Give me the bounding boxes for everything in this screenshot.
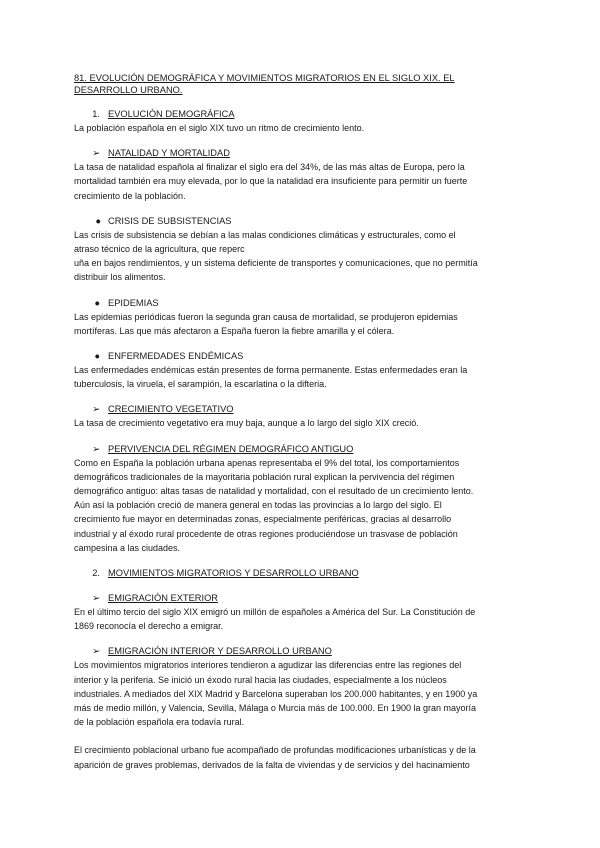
arrow-bullet-icon: ➢ [92, 593, 100, 604]
paragraph-line: tuberculosis, la viruela, el sarampión, la escarlatina o la difteria. [74, 379, 327, 390]
paragraph-line: industrial y al éxodo rural procedente de otras regiones produciéndose un trasvase de población [74, 528, 458, 539]
subheading-pervivencia [74, 443, 524, 456]
paragraph-line: más de medio millón, y Valencia, Sevilla, Málaga o Murcia más de 100.000. En 1900 la gran mayoría [74, 703, 477, 714]
section-1-title: EVOLUCIÓN DEMOGRÁFICA [108, 109, 235, 119]
paragraph-line: demográfico antiguo: altas tasas de natalidad y mortalidad, con el resultado de un crecimiento lento. [74, 486, 474, 497]
paragraph-line: Las crisis de subsistencia se debían a las malas condiciones climáticas y estructurales, como el [74, 229, 456, 240]
subheading-pervivencia-title: PERVIVENCIA DEL RÉGIMEN DEMOGRÁFICO ANTIGUO [108, 443, 354, 454]
paragraph-line: La tasa de natalidad española al finalizar el siglo era del 34%, de las más altas de Europa, pero la [74, 162, 465, 173]
paragraph-line: uña en bajos rendimientos, y un sistema deficiente de transportes y comunicaciones, que no permitía [74, 258, 478, 269]
subheading-epidemias [74, 297, 524, 310]
section-1-heading [74, 108, 524, 121]
section-2-heading [74, 567, 524, 580]
bullet-icon: ● [94, 297, 100, 308]
arrow-bullet-icon: ➢ [92, 443, 100, 454]
paragraph-line: mortíferas. Las que más afectaron a España fueron la fiebre amarilla y el cólera. [74, 325, 395, 336]
paragraph-line: Los movimientos migratorios interiores tendieron a agudizar las diferencias entre las regiones del [74, 660, 462, 671]
subheading-exterior [74, 592, 524, 605]
section-2-title: MOVIMIENTOS MIGRATORIOS Y DESARROLLO URBANO [108, 568, 359, 579]
title-line-1: 81. EVOLUCIÓN DEMOGRÁFICA Y MOVIMIENTOS MIGRATORIOS EN EL SIGLO XIX. EL [74, 73, 455, 83]
paragraph-line: La población española en el siglo XIX tuvo un ritmo de crecimiento lento. [74, 123, 365, 133]
paragraph-line: campesina a las ciudades. [74, 542, 181, 553]
subheading-interior [74, 645, 524, 658]
paragraph-line: industriales. A mediados del XIX Madrid y Barcelona superaban los 200.000 habitantes, y en 1900 ya [74, 688, 478, 699]
document-title [74, 72, 524, 96]
arrow-bullet-icon: ➢ [92, 646, 100, 657]
subheading-vegetativo [74, 403, 524, 416]
paragraph-line: Aún así la población creció de manera general en todas las provincias a lo largo del siglo. El [74, 500, 442, 511]
paragraph-line: En el último tercio del siglo XIX emigró un millón de españoles a América del Sur. La Constitución de [74, 607, 476, 618]
paragraph-line: distribuir los alimentos. [74, 272, 166, 283]
subheading-vegetativo-title: CRECIMIENTO VEGETATIVO [108, 404, 234, 415]
paragraph-line: crecimiento fue mayor en determinadas zonas, especialmente periféricas, gracias al desarrollo [74, 514, 452, 525]
section-2-number: 2. [92, 568, 100, 579]
document-page [74, 72, 524, 772]
subheading-exterior-title: EMIGRACIÓN EXTERIOR [108, 593, 219, 604]
subheading-crisis [74, 215, 524, 228]
paragraph-line: demográficos tradicionales de la mayoritaria población rural explican la pervivencia del régimen [74, 471, 455, 482]
paragraph-line: de la población española era todavía rural. [74, 717, 245, 728]
paragraph-line: aparición de graves problemas, derivados de la falta de viviendas y de servicios y del hacinamiento [74, 759, 470, 770]
paragraph-line: crecimiento de la población. [74, 190, 186, 201]
paragraph-line: interior y la periferia. Se inició un éxodo rural hacia las ciudades, especialmente a los núcleos [74, 674, 447, 685]
section-1-number: 1. [92, 109, 100, 119]
paragraph-line: Las epidemias periódicas fueron la segunda gran causa de mortalidad, se produjeron epidemias [74, 311, 458, 322]
subheading-crisis-title: CRISIS DE SUBSISTENCIAS [108, 215, 232, 226]
paragraph-line: mortalidad también era muy elevada, por lo que la natalidad era insuficiente para permitir un fuerte [74, 176, 468, 187]
paragraph-line: Las enfermedades endémicas están presentes de forma permanente. Estas enfermedades eran la [74, 365, 468, 376]
subheading-endemicas [74, 350, 524, 363]
arrow-bullet-icon: ➢ [92, 148, 100, 159]
title-line-2: DESARROLLO URBANO. [74, 85, 183, 95]
subheading-natalidad [74, 147, 524, 160]
arrow-bullet-icon: ➢ [92, 404, 100, 415]
paragraph-line: La tasa de crecimiento vegetativo era muy baja, aunque a lo largo del siglo XIX creció. [74, 418, 419, 429]
bullet-icon: ● [94, 351, 100, 362]
subheading-epidemias-title: EPIDEMIAS [108, 297, 159, 308]
paragraph-line: atraso técnico de la agricultura, que reperc [74, 244, 245, 255]
paragraph-line: El crecimiento poblacional urbano fue acompañado de profundas modificaciones urbanísticas y de la [74, 745, 476, 756]
bullet-icon: ● [95, 215, 101, 226]
subheading-endemicas-title: ENFERMEDADES ENDÉMICAS [108, 351, 244, 362]
subheading-interior-title: EMIGRACIÓN INTERIOR Y DESARROLLO URBANO [108, 646, 332, 657]
subheading-natalidad-title: NATALIDAD Y MORTALIDAD [108, 148, 230, 159]
paragraph-line: Como en España la población urbana apenas representaba el 9% del total, los comportamientos [74, 457, 460, 468]
paragraph-line: 1869 reconocía el derecho a emigrar. [74, 621, 224, 632]
